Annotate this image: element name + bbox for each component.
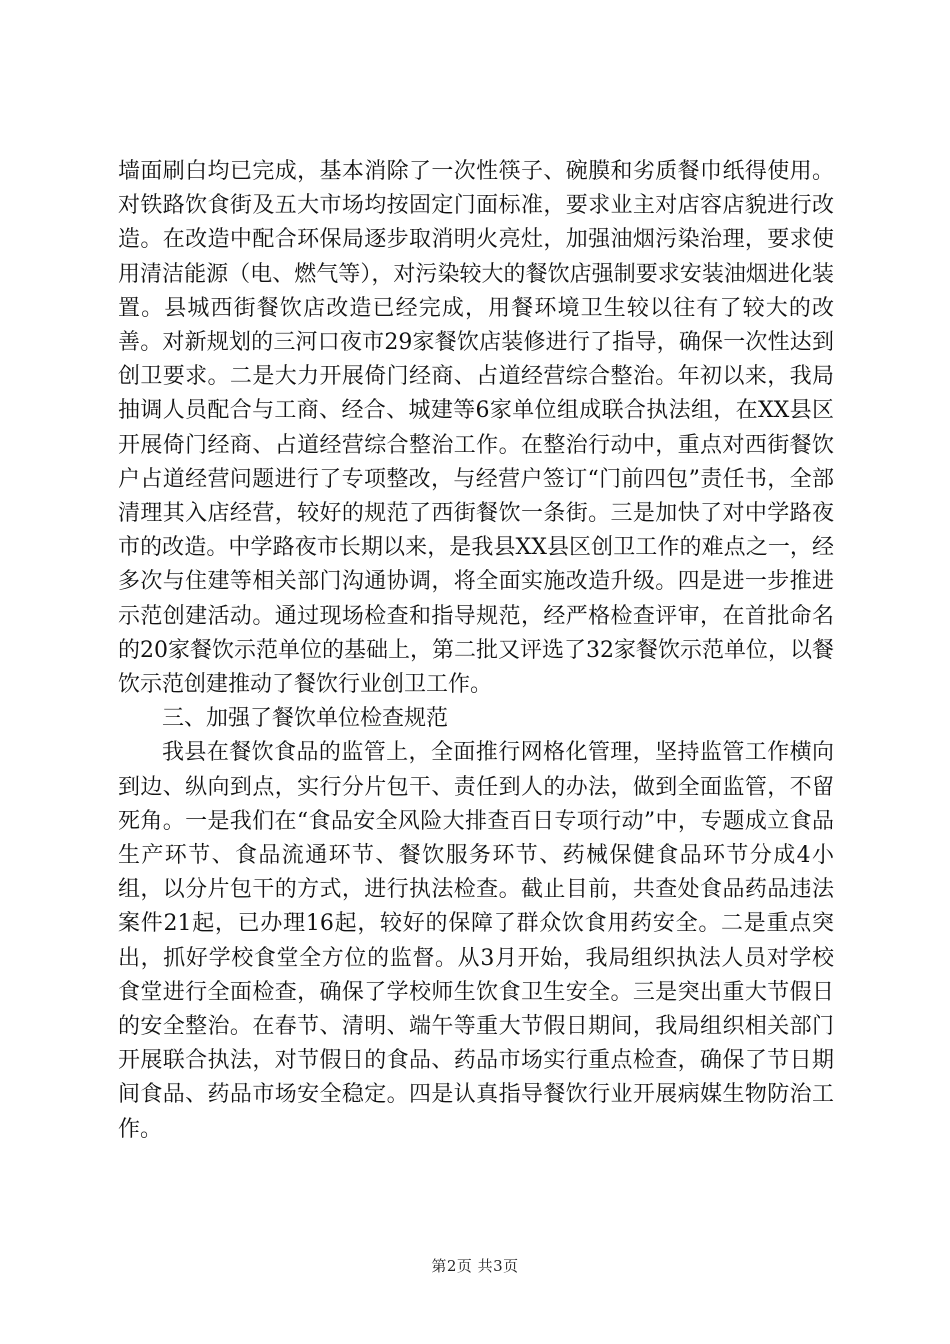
document-body <box>118 155 834 1147</box>
paragraph-continuation: 墙面刷白均已完成，基本消除了一次性筷子、碗膜和劣质餐巾纸得使用。对铁路饮食街及五大市场均按固定门面标准，要求业主对店容店貌进行改造。在改造中配合环保局逐步取消明火亮灶，加强油烟污染治理，要求使用清洁能源（电、燃气等），对污染较大的餐饮店强制要求安装油烟进化装置。县城西街餐饮店改造已经完成，用餐环境卫生较以往有了较大的改善。对新规划的三河口夜市29家餐饮店装修进行了指导，确保一次性达到创卫要求。二是大力开展倚门经商、占道经营综合整治。年初以来，我局抽调人员配合与工商、经合、城建等6家单位组成联合执法组，在XX县区开展倚门经商、占道经营综合整治工作。在整治行动中，重点对西街餐饮户占道经营问题进行了专项整改，与经营户签订“门前四包”责任书，全部清理其入店经营，较好的规范了西街餐饮一条街。三是加快了对中学路夜市的改造。中学路夜市长期以来，是我县XX县区创卫工作的难点之一，经多次与住建等相关部门沟通协调，将全面实施改造升级。四是进一步推进示范创建活动。通过现场检查和指导规范，经严格检查评审，在首批命名的20家餐饮示范单位的基础上，第二批又评选了32家餐饮示范单位，以餐饮示范创建推动了餐饮行业创卫工作。 <box>118 159 834 698</box>
section-heading: 三、加强了餐饮单位检查规范 <box>162 706 449 732</box>
paragraph: 我县在餐饮食品的监管上，全面推行网格化管理，坚持监管工作横向到边、纵向到点，实行分片包干、责任到人的办法，做到全面监管，不留死角。一是我们在“食品安全风险大排查百日专项行动”中，专题成立食品生产环节、食品流通环节、餐饮服务环节、药械保健食品环节分成4小组，以分片包干的方式，进行执法检查。截止目前，共查处食品药品违法案件21起，已办理16起，较好的保障了群众饮食用药安全。二是重点突出，抓好学校食堂全方位的监督。从3月开始，我局组织执法人员对学校食堂进行全面检查，确保了学校师生饮食卫生安全。三是突出重大节假日的安全整治。在春节、清明、端午等重大节假日期间，我局组织相关部门开展联合执法，对节假日的食品、药品市场实行重点检查，确保了节日期间食品、药品市场安全稳定。四是认真指导餐饮行业开展病媒生物防治工作。 <box>118 740 834 1142</box>
page-footer: 第2页 共3页 <box>431 1257 519 1275</box>
